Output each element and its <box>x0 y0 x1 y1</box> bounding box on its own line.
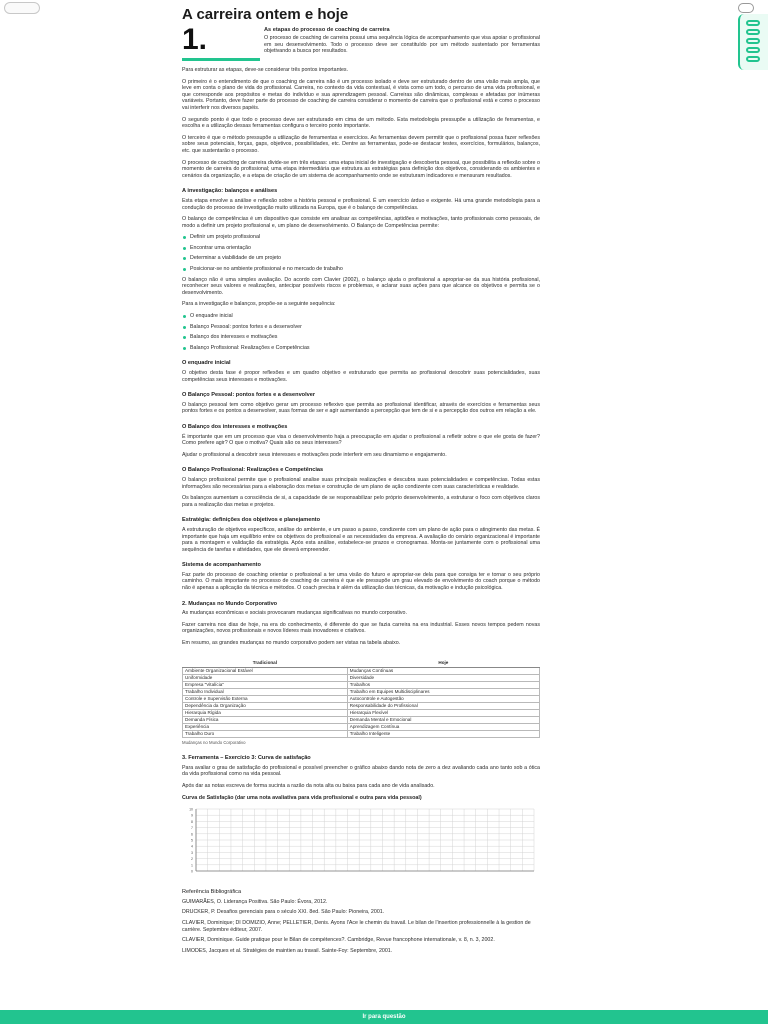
list-item: Posicionar-se no ambiente profissional e no mercado de trabalho <box>182 266 540 273</box>
accent-bar <box>182 58 260 61</box>
table-row <box>183 702 540 709</box>
table-cell: Trabalho Duro <box>183 730 348 737</box>
paragraph: Fazer carreira nos dias de hoje, na era do conhecimento, é diferente do que se fazia carreira na era industrial. Esses novos tempos pedem novas organizações, novos profissionais e novos líderes mais inovadores e criativos. <box>182 621 540 635</box>
section-heading: O Balanço Pessoal: pontos fortes e a desenvolver <box>182 392 316 399</box>
table-cell: Uniformidade <box>183 674 348 681</box>
coil-icon <box>746 56 760 62</box>
go-to-question-button[interactable]: Ir para questão <box>0 1010 768 1024</box>
references-heading: Referência Bibliográfica <box>182 889 242 896</box>
side-panel-tab[interactable] <box>738 14 768 70</box>
paragraph: Para a investigação e balanços, propõe-se a seguinte sequência: <box>182 301 336 308</box>
paragraph: CLAVIER, Dominique. Guide pratique pour le Bilan de compétences?. Cambridge, Revue francophone internationale, v. 8, n. 3, 2002. <box>182 937 495 944</box>
intro-subtitle: As etapas do processo de coaching de carreira <box>264 27 390 33</box>
table-cell: Autocontrole e Autogestão <box>347 695 539 702</box>
y-tick-label: 10 <box>189 807 193 812</box>
satisfaction-chart <box>182 805 540 883</box>
section-heading: O Balanço dos interesses e motivações <box>182 423 288 430</box>
paragraph: A estruturação de objetivos específicos, análise do ambiente, e um passo a passo, condizente com um plano de ação para o atingimento das metas. É importante que haja um equilíbrio entre os objetivos do profissional e as necessidades da empresa. A avaliação do cenário organizacional é importante para a montagem e validação da estratégia. Após esta análise, estabelece-se prazos e cronogramas. Monta-se juntamente com o profissional uma sequência de tarefas e atividades, que ele deverá empreender. <box>182 526 540 553</box>
table-cell: Trabalho Individual <box>183 688 348 695</box>
toggle-icon[interactable] <box>738 3 754 13</box>
chart-title: Curva de Satisfação (dar uma nota avaliativa para vida profissional e outra para vida pessoal) <box>182 794 422 801</box>
table-cell: Trabalhos <box>347 681 539 688</box>
paragraph: O balanço profissional permite que o profissional analise suas principais realizações e descubra suas potencialidades e competências. Todas estas informações são necessárias para a elaboração dos metas e construção de um plano de ação condizente com suas características e realidade. <box>182 476 540 490</box>
paragraph: Após dar as notas escreva de forma sucinta a razão da nota alta ou baixa para cada ano de vida analisado. <box>182 783 435 789</box>
paragraph: As mudanças econômicas e sociais provocaram mudanças significativas no mundo corporativo. <box>182 610 407 617</box>
table-cell: Trabalho em Equipes Multidisciplinares <box>347 688 539 695</box>
table-row <box>183 716 540 723</box>
table-row <box>183 667 540 674</box>
table-cell: Demanda Mental e Emocional <box>347 716 539 723</box>
table-cell: Diversidade <box>347 674 539 681</box>
paragraph: DRUCKER, P. Desafios gerenciais para o século XXI. 8ed. São Paulo: Pioneira, 2001. <box>182 909 385 916</box>
paragraph: O balanço de competências é um dispositivo que consiste em analisar as competências, aptidões e motivações, tanto profissionais como pessoais, de modo a definir um projeto profissional e, um plano de desenvolvimento. O Balanço de Competências permite: <box>182 216 540 229</box>
table-cell: Experiência <box>183 723 348 730</box>
bullet-list-2 <box>182 313 540 351</box>
table-header: Hoje <box>347 659 539 668</box>
table-row <box>183 674 540 681</box>
paragraph: Os balanços aumentam a consciência de si, a capacidade de se responsabilizar pelo próprio desenvolvimento, a estruturar o foco com objetivos claros para a realização das metas e projetos. <box>182 495 540 508</box>
section-heading: A investigação: balanços e análises <box>182 188 278 195</box>
table-caption: Mudanças no Mundo Corporativo <box>182 739 246 745</box>
table-cell: Hierarquia Flexível <box>347 709 539 716</box>
y-tick-label: 3 <box>191 851 193 856</box>
paragraph: É importante que em um processo que visa o desenvolvimento haja a preocupação em ajudar o profissional a refletir sobre o que ele gosta de fazer? Como prefere agir? O que o motiva? Quais são os seus interesses? <box>182 433 540 447</box>
investigation-paragraphs-2 <box>182 277 540 308</box>
table-cell: Aprendizagem Contínua <box>347 723 539 730</box>
paragraph: O processo de coaching de carreira divide-se em três etapas: uma etapa inicial de investigação e descoberta pessoal, que possibilita a reflexão sobre o momento de carreira do profissional; uma etapa intermediária que estrutura as estratégias para definição dos objetivos, considerando os ambientes e cenários da organização, e a etapa de criação de um sistema de acompanhamento onde se estruturam indicadores e mensuram resultados. <box>182 159 540 179</box>
table-cell: Responsabilidade do Profissional <box>347 702 539 709</box>
paragraph: O segundo ponto é que todo o processo deve ser estruturado em cima de um método. Esta metodologia pressupõe a utilização de ferramentas, e escolha e a utilização dessas ferramentas configura o terceiro ponto importante. <box>182 116 540 130</box>
list-item: Encontrar uma orientação <box>182 245 540 252</box>
list-item: Balanço dos interesses e motivações <box>182 334 540 341</box>
y-tick-label: 9 <box>191 813 193 818</box>
section-number: 1. <box>182 23 208 56</box>
table-cell: Controle e Supervisão Externa <box>183 695 348 702</box>
comparison-table <box>182 659 540 738</box>
table-cell: Dependência da Organização <box>183 702 348 709</box>
paragraph: CLAVIER, Dominique; DI DOMIZIO, Anne; PELLETIER, Denis. Ayons l'Ace le chemin du travail. Le bilan de l'insertion professionnelle à la gestion de carrière. Septembre éditeur, 2007. <box>182 919 531 933</box>
list-item: Balanço Pessoal: pontos fortes e a desenvolver <box>182 324 540 331</box>
y-tick-label: 1 <box>191 863 193 868</box>
table-cell: Mudanças Contínuas <box>347 667 539 674</box>
paragraph: O balanço não é uma simples avaliação. Do acordo com Clavier (2002), o balanço ajuda o profissional a apropriar-se da sua história profissional, reconhecer seus valores e realizações, antecipar possíveis riscos e problemas, e aclarar suas ações para que alcance os objetivos e permita se o desenvolvimento. <box>182 276 540 296</box>
chart-svg <box>182 805 540 883</box>
exercise-heading: 3. Ferramenta – Exercício 3: Curva de satisfação <box>182 755 311 762</box>
paragraph: O terceiro é que o método pressupõe a utilização de ferramentas e exercícios. As ferramentas devem permitir que o profissional possa fazer reflexões sobre seus potenciais, forças, gaps, objetivos, possibilidades, etc. Dentre as ferramentas, pode-se destacar testes, exercícios, formulários, balanços, etc. que sustentarão o processo. <box>182 134 540 154</box>
exercise-paragraphs <box>182 765 540 790</box>
bullet-list <box>182 234 540 272</box>
y-tick-label: 5 <box>191 838 193 843</box>
intro-text: O processo de coaching de carreira possui uma sequência lógica de acompanhamento que visa apoiar o profissional em seu desenvolvimento. Todo o processo deve ser constituído por um método sustentado por ferramentas objetivando a busca por resultados. <box>264 35 540 55</box>
y-tick-label: 8 <box>191 820 193 825</box>
table-row <box>183 709 540 716</box>
y-tick-label: 6 <box>191 832 193 837</box>
intro-paragraphs <box>182 67 540 179</box>
table-row <box>183 695 540 702</box>
paragraph: Para estruturar as etapas, deve-se considerar três pontos importantes. <box>182 67 349 73</box>
intro-block <box>182 23 540 67</box>
list-item: Balanço Profissional: Realizações e Competências <box>182 345 540 352</box>
y-tick-label: 4 <box>191 844 193 849</box>
table-row <box>183 723 540 730</box>
y-tick-label: 2 <box>191 857 193 862</box>
section-heading: 2. Mudanças no Mundo Corporativo <box>182 600 278 607</box>
table-row <box>183 730 540 737</box>
table-header: Tradicional <box>183 659 348 668</box>
window-pill[interactable] <box>4 2 40 14</box>
coil-icon <box>746 38 760 44</box>
y-tick-label: 7 <box>191 826 193 831</box>
section-heading: Sistema de acompanhamento <box>182 562 261 569</box>
y-tick-label: 0 <box>191 869 193 874</box>
coil-icon <box>746 29 760 35</box>
table-row <box>183 681 540 688</box>
section-heading: Estratégia: definições dos objetivos e planejamento <box>182 517 321 524</box>
table-cell: Demanda Física <box>183 716 348 723</box>
paragraph: Ajudar o profissional a descobrir seus interesses e motivações pode interferir em seu dinamismo e engajamento. <box>182 451 447 458</box>
paragraph: Para avaliar o grau de satisfação do profissional e possível preencher o gráfico abaixo dando nota de zero a dez avaliando cada ano tanto sob a ótica da vida profissional como na vida pessoal. <box>182 764 540 778</box>
paragraph: O primeiro é o entendimento de que o coaching de carreira não é um processo isolado e deve ser estruturado dentro de uma visão mais ampla, que leve em conta o plano de vida do profissional. Carreira, no contexto da vida contextual, é vista como um todo, o percurso de uma vida profissional, e que corresponde aos propósitos e metas do indivíduo e sua aprendizagem pessoal. Carreiras são dinâmicas, complexas e afetadas por inúmeras variáveis. Portanto, deve fazer parte do processo de coaching de carreira considerar o momento de carreira que o profissional está e como o processo vai interferir nos diversos papéis. <box>182 78 540 111</box>
list-item: Determinar a viabilidade de um projeto <box>182 255 540 262</box>
paragraph: Em resumo, as grandes mudanças no mundo corporativo podem ser vistas na tabela abaixo. <box>182 640 401 647</box>
investigation-paragraphs <box>182 198 540 229</box>
page-title: A carreira ontem e hoje <box>182 6 349 23</box>
list-item: O enquadre inicial <box>182 313 540 320</box>
section-heading: O Balanço Profissional: Realizações e Competências <box>182 467 324 474</box>
paragraph: GUIMARÃES, O. Liderança Positiva. São Paulo: Évora, 2012. <box>182 898 328 905</box>
table-cell: Hierarquia Rígida <box>183 709 348 716</box>
paragraph: Faz parte do processo de coaching orientar o profissional a ter uma visão do futuro e apropriar-se dela para que consiga ter e tornar o seu próprio caminho. O mais importante no processo de coaching de carreira é que ele pressupõe um grau elevado de envolvimento do coach porque o método não é apenas a aplicação da técnica e métodos. O coach precisa ir além da utilização das técnicas, da motivação e indução psicológica. <box>182 571 540 592</box>
coil-icon <box>746 47 760 53</box>
document-page <box>182 6 540 958</box>
table-cell: Trabalho Inteligente <box>347 730 539 737</box>
list-item: Definir um projeto profissional <box>182 234 540 241</box>
paragraph: Esta etapa envolve a análise e reflexão sobre a história pessoal e profissional. É um exercício árduo e exigente. Há uma grande metodologia para a condução do processo de investigação muito utilizada na Europa, que é o balanço de competências. <box>182 197 540 211</box>
paragraph: LIMODES, Jacques et al. Stratégies de maintien au travail. Sainte-Foy: Septembre, 2001. <box>182 947 393 954</box>
table-cell: Ambiente Organizacional Estável <box>183 667 348 674</box>
table-row <box>183 688 540 695</box>
references <box>182 889 540 954</box>
subsections <box>182 360 540 646</box>
section-heading: O enquadre inicial <box>182 360 231 367</box>
paragraph: O balanço pessoal tem como objetivo gerar um processo reflexivo que permita ao profissional identificar, através de exercícios e ferramentas seus pontos fortes e os pontos a desenvolver, suas formas de ser e agir aumentando a percepção que tem de si e a percepção dos outros em relação a ele. <box>182 401 540 415</box>
table-cell: Empresa "Vitalícia" <box>183 681 348 688</box>
paragraph: O objetivo desta fase é propor reflexões e um quadro objetivo e estruturado que permita ao profissional descobrir suas potencialidades, suas competências seus interesses e motivações. <box>182 370 540 383</box>
coil-icon <box>746 20 760 26</box>
